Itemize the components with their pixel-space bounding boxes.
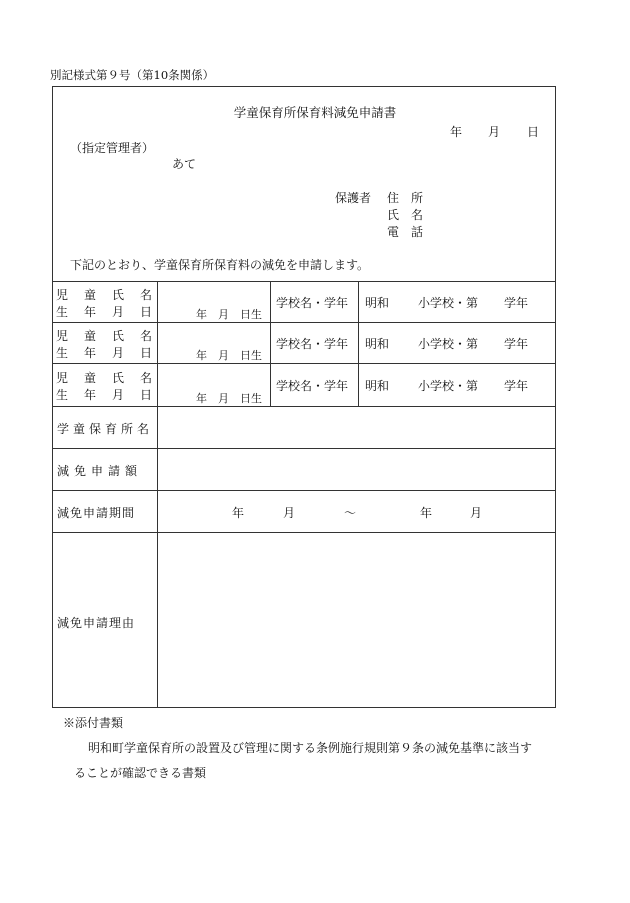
school-field[interactable]: 小学校・第 [418, 296, 479, 310]
amount-label: 減免申請額 [57, 464, 143, 478]
school-grade-label: 学校名・学年 [276, 296, 349, 310]
era-meiwa: 明和 [365, 337, 390, 351]
row-divider [52, 363, 556, 364]
attachments-heading: ※添付書類 [63, 716, 124, 730]
era-meiwa: 明和 [365, 379, 390, 393]
reason-field[interactable] [160, 536, 553, 704]
addressee-manager: （指定管理者） [70, 141, 155, 155]
attachments-line2: ることが確認できる書類 [74, 766, 207, 780]
table-top-rule [52, 281, 556, 282]
date-month[interactable]: 月 [488, 125, 501, 139]
amount-field[interactable] [160, 452, 553, 487]
period-tilde: ～ [344, 506, 357, 520]
birth-column-rule [270, 281, 271, 406]
child-birthdate-field[interactable]: 年 月 日生 [196, 308, 262, 321]
school-field[interactable]: 小学校・第 [418, 337, 479, 351]
attachments-line1: 明和町学童保育所の設置及び管理に関する条例施行規則第９条の減免基準に該当す [88, 741, 533, 755]
row-divider [52, 532, 556, 533]
form-title: 学童保育所保育料減免申請書 [233, 105, 397, 120]
facility-name-label: 学童保育所名 [57, 422, 154, 436]
child-birthdate-field[interactable]: 年 月 日生 [196, 392, 262, 405]
guardian-label: 保護者 [335, 191, 372, 205]
period-label: 減免申請期間 [57, 506, 136, 520]
guardian-address-label: 住 所 [387, 191, 424, 205]
period-start-year[interactable]: 年 [232, 506, 245, 520]
child-name-label: 児 童 氏 名 [56, 288, 152, 302]
guardian-phone-label: 電 話 [387, 225, 424, 239]
guardian-name-label: 氏 名 [387, 208, 424, 222]
child-birthdate-label: 生 年 月 日 [56, 388, 152, 402]
child-birthdate-field[interactable]: 年 月 日生 [196, 349, 262, 362]
reason-label: 減免申請理由 [57, 616, 136, 630]
form-reference: 別記様式第９号（第10条関係） [50, 68, 215, 82]
label-column-rule [157, 281, 158, 708]
school-grade-label: 学校名・学年 [276, 337, 349, 351]
period-end-month[interactable]: 月 [470, 506, 483, 520]
grade-field[interactable]: 学年 [504, 296, 529, 310]
grade-field[interactable]: 学年 [504, 337, 529, 351]
child-name-label: 児 童 氏 名 [56, 371, 152, 385]
period-end-year[interactable]: 年 [420, 506, 433, 520]
row-divider [52, 490, 556, 491]
school-grade-label: 学校名・学年 [276, 379, 349, 393]
row-divider [52, 448, 556, 449]
child-name-label: 児 童 氏 名 [56, 329, 152, 343]
era-meiwa: 明和 [365, 296, 390, 310]
row-divider [52, 406, 556, 407]
facility-name-field[interactable] [160, 410, 553, 445]
addressee-ate: あて [172, 157, 197, 171]
row-divider [52, 322, 556, 323]
date-year[interactable]: 年 [450, 125, 463, 139]
grade-field[interactable]: 学年 [504, 379, 529, 393]
intro-text: 下記のとおり、学童保育所保育料の減免を申請します。 [70, 258, 370, 272]
child-birthdate-label: 生 年 月 日 [56, 305, 152, 319]
child-birthdate-label: 生 年 月 日 [56, 346, 152, 360]
school-field[interactable]: 小学校・第 [418, 379, 479, 393]
period-start-month[interactable]: 月 [283, 506, 296, 520]
date-day[interactable]: 日 [527, 125, 540, 139]
school-label-column-rule [358, 281, 359, 406]
